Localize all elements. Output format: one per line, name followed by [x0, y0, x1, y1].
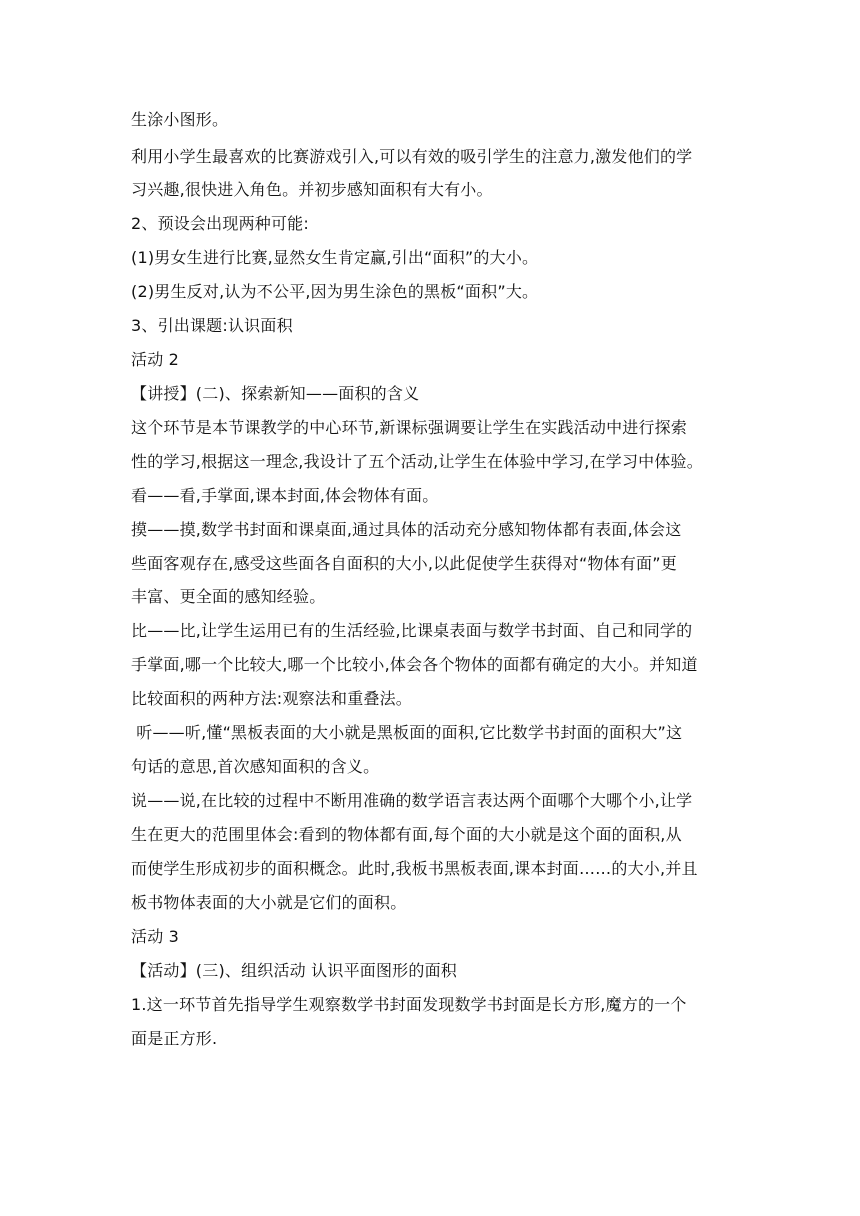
section-label: 活动 2 — [131, 350, 180, 369]
paragraph-line: 手掌面,哪一个比较大,哪一个比较小,体会各个物体的面都有确定的大小。并知道 — [131, 655, 698, 674]
paragraph-line: 丰富、更全面的感知经验。 — [131, 587, 326, 606]
paragraph-line: 些面客观存在,感受这些面各自面积的大小,以此促使学生获得对“物体有面”更 — [131, 554, 677, 573]
paragraph-line: 句话的意思,首次感知面积的含义。 — [131, 757, 380, 776]
paragraph-line: 生涂小图形。 — [131, 110, 229, 129]
paragraph-line: 生在更大的范围里体会:看到的物体都有面,每个面的大小就是这个面的面积,从 — [131, 825, 682, 844]
paragraph-line: 面是正方形. — [131, 1029, 218, 1048]
paragraph-line: 性的学习,根据这一理念,我设计了五个活动,让学生在体验中学习,在学习中体验。 — [131, 452, 703, 471]
paragraph-line: 3、引出课题:认识面积 — [131, 316, 293, 335]
section-label: 活动 3 — [131, 927, 180, 946]
section-heading: 【活动】(三)、组织活动 认识平面图形的面积 — [131, 961, 457, 980]
paragraph-line: 习兴趣,很快进入角色。并初步感知面积有大有小。 — [131, 180, 493, 199]
paragraph-line: 这个环节是本节课教学的中心环节,新课标强调要让学生在实践活动中进行探索 — [131, 418, 688, 437]
paragraph-line: 摸——摸,数学书封面和课桌面,通过具体的活动充分感知物体都有表面,体会这 — [131, 520, 682, 539]
paragraph-line: 听——听,懂“黑板表面的大小就是黑板面的面积,它比数学书封面的面积大”这 — [131, 723, 683, 742]
paragraph-line: 比较面积的两种方法:观察法和重叠法。 — [131, 689, 412, 708]
paragraph-line: 1.这一环节首先指导学生观察数学书封面发现数学书封面是长方形,魔方的一个 — [131, 995, 687, 1014]
paragraph-line: 利用小学生最喜欢的比赛游戏引入,可以有效的吸引学生的注意力,激发他们的学 — [131, 147, 693, 166]
paragraph-line: (2)男生反对,认为不公平,因为男生涂色的黑板“面积”大。 — [131, 282, 539, 301]
paragraph-line: 2、预设会出现两种可能: — [131, 214, 309, 233]
paragraph-line: 而使学生形成初步的面积概念。此时,我板书黑板表面,课本封面……的大小,并且 — [131, 859, 698, 878]
paragraph-line: 说——说,在比较的过程中不断用准确的数学语言表达两个面哪个大哪个小,让学 — [131, 791, 693, 810]
paragraph-line: 比——比,让学生运用已有的生活经验,比课桌表面与数学书封面、自己和同学的 — [131, 621, 693, 640]
paragraph-line: (1)男女生进行比赛,显然女生肯定赢,引出“面积”的大小。 — [131, 248, 539, 267]
paragraph-line: 看——看,手掌面,课本封面,体会物体有面。 — [131, 486, 439, 505]
section-heading: 【讲授】(二)、探索新知——面积的含义 — [131, 384, 420, 403]
paragraph-line: 板书物体表面的大小就是它们的面积。 — [131, 893, 407, 912]
